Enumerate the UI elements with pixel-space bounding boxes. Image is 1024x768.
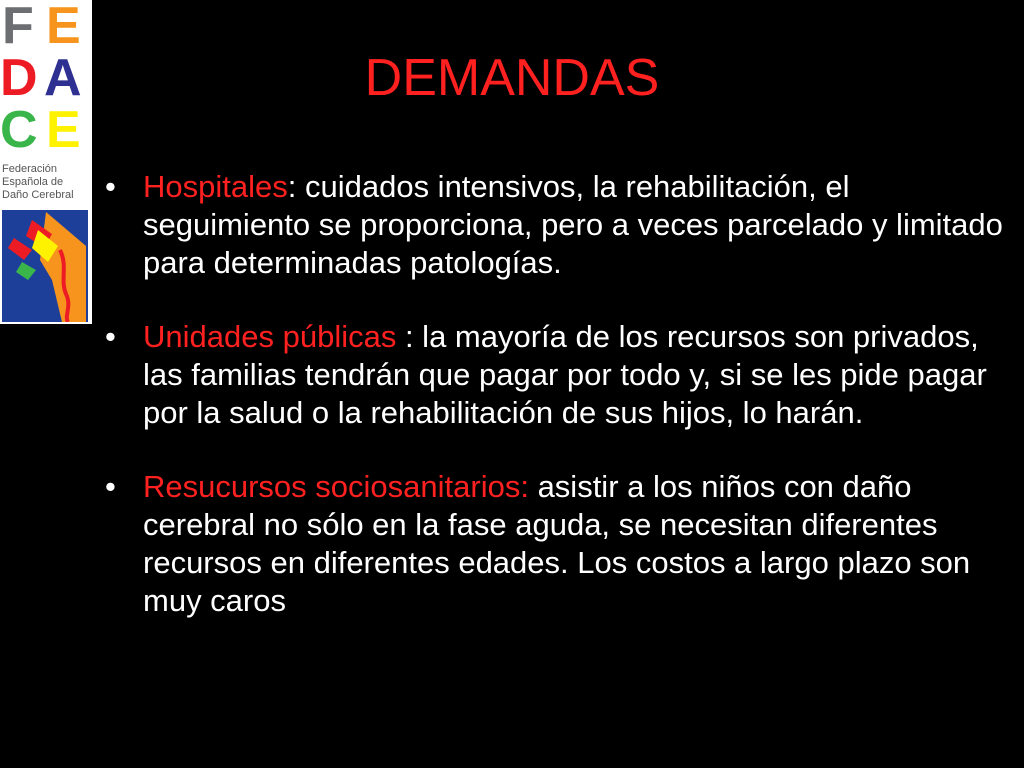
logo-letter-d: D [0,49,36,107]
bullet-text: : la mayoría de los recursos son privados, las familias tendrán que pagar por todo y, si se les pide pagar por la salud o la rehabilitación de sus hijos, lo harán. [143,319,987,430]
bullet-item-hospitales [105,168,1017,282]
bullet-text: : cuidados intensivos, la rehabilitación, el seguimiento se proporciona, pero a veces parcelado y limitado para determinadas patologías. [143,169,1003,280]
logo-letter-a: A [44,49,80,107]
logo-letter-c: C [0,101,36,159]
bullet-dot-icon: • [105,169,116,204]
bullet-list [105,168,1017,656]
logo-emblem-icon [2,210,88,322]
logo-caption-line: Daño Cerebral [2,189,74,201]
bullet-item-recursos-sociosanitarios [105,468,1017,620]
logo-letter-e2: E [46,101,79,159]
bullet-highlight: Unidades públicas [143,319,405,354]
bullet-dot-icon: • [105,469,116,504]
logo-caption-line: Federación [2,163,58,175]
logo-letter-e: E [46,0,79,55]
logo-letter-f: F [2,0,32,55]
bullet-highlight: Hospitales [143,169,288,204]
logo-caption [2,163,92,202]
logo-caption-line: Española de [2,176,64,188]
bullet-dot-icon: • [105,319,116,354]
bullet-highlight: Resucursos sociosanitarios: [143,469,538,504]
slide-title: DEMANDAS [364,49,660,107]
bullet-text: asistir a los niños con daño cerebral no sólo en la fase aguda, se necesitan diferentes recursos en diferentes edades. Los costos a largo plazo son muy caros [143,469,971,618]
bullet-item-unidades-publicas [105,318,1017,432]
